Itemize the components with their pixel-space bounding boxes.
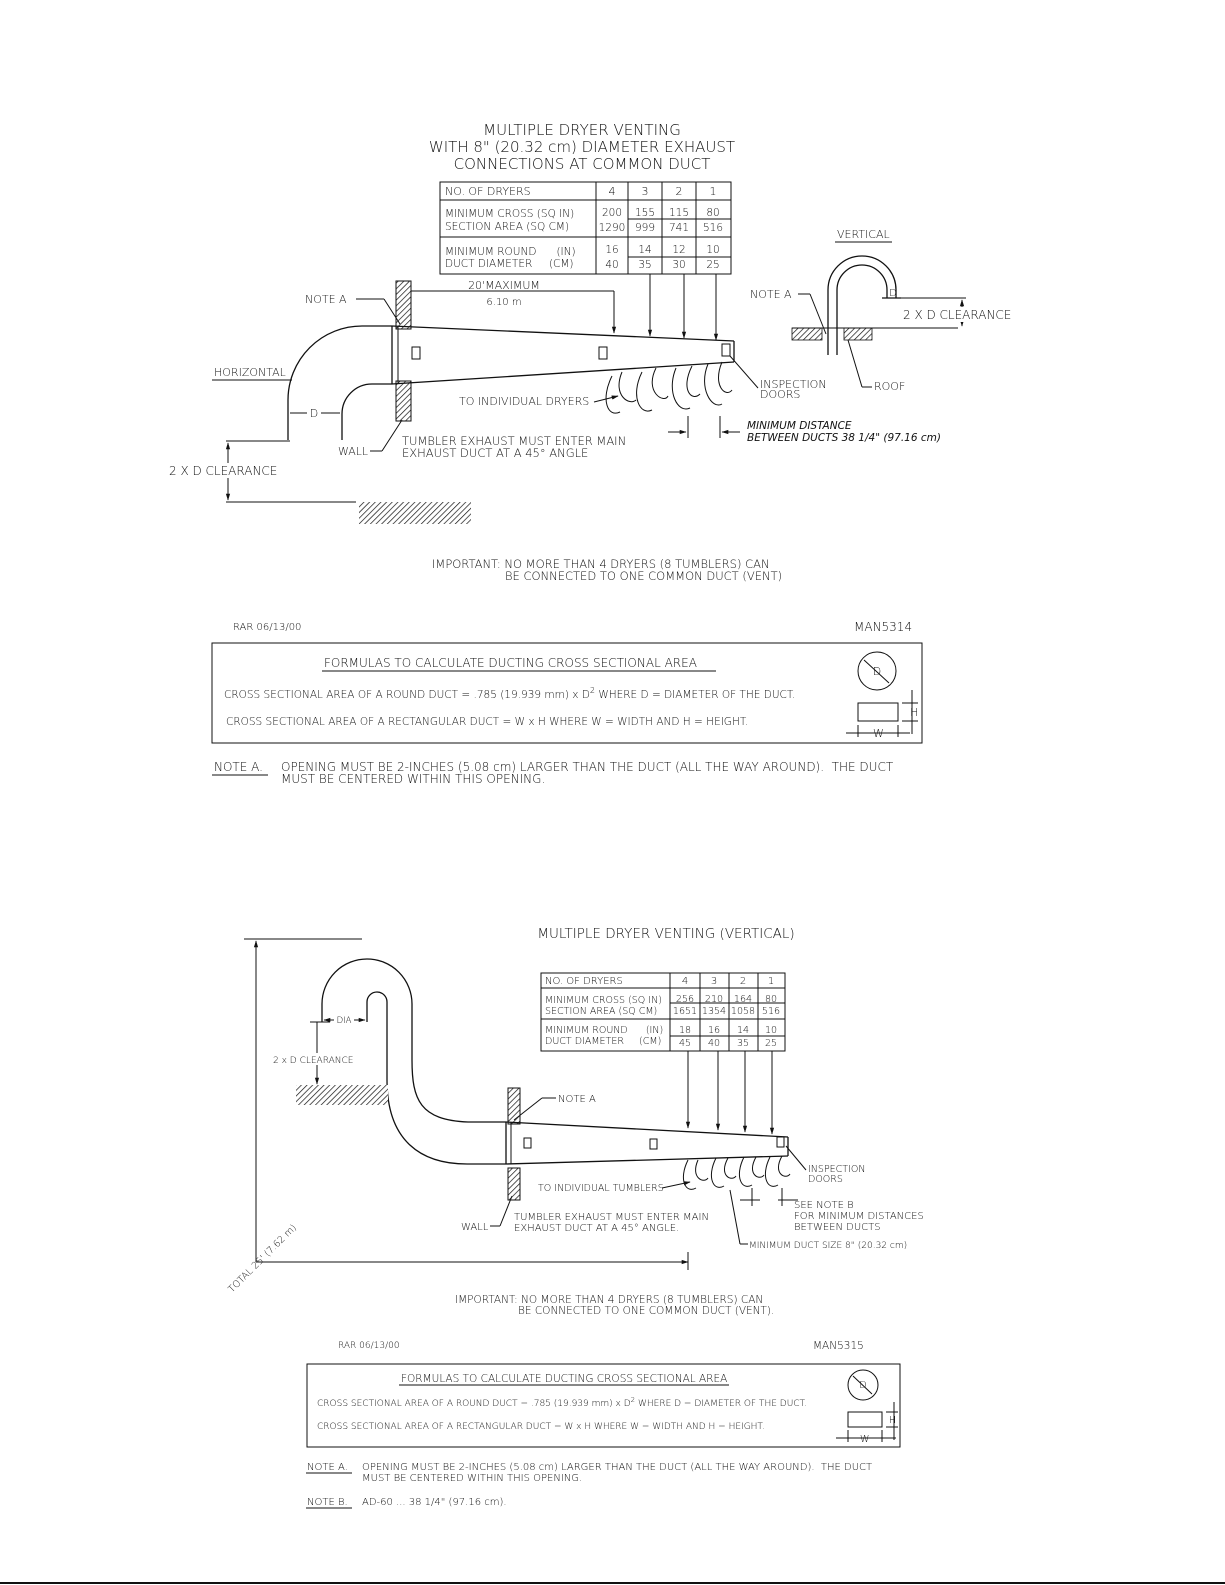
- vertical-clearance-label: 2 X D CLEARANCE: [903, 308, 1012, 322]
- round-cm-1: 25: [706, 259, 720, 271]
- rect-symbol-h-2: H: [889, 1415, 897, 1426]
- cross-in-3: 155: [634, 207, 656, 219]
- table2-cross-in-2: 164: [733, 994, 753, 1005]
- tumbler-note-2b: EXHAUST DUCT AT A 45° ANGLE.: [514, 1223, 680, 1234]
- main-duct-1: [392, 326, 734, 384]
- inspection-leader: [730, 356, 758, 388]
- roof-label: ROOF: [874, 380, 906, 393]
- note-b-heading: NOTE B.: [307, 1497, 348, 1508]
- inspection-door-2c: [777, 1137, 784, 1147]
- round-in-4: 16: [605, 244, 619, 256]
- table2-cross-cm-3: 1354: [701, 1006, 727, 1017]
- inspection-label-2a: INSPECTION: [808, 1164, 866, 1175]
- rect-symbol-w-2: W: [860, 1434, 870, 1445]
- note-b-text: AD-60 ... 38 1/4" (97.16 cm).: [362, 1497, 507, 1508]
- note-a-label-2: NOTE A: [750, 288, 792, 301]
- inspection-label-2: DOORS: [760, 388, 801, 401]
- table2-round-in-2: 14: [736, 1025, 750, 1036]
- table2-header-2: 2: [739, 976, 747, 987]
- important2-line-1: IMPORTANT: NO MORE THAN 4 DRYERS (8 TUMBLERS) CAN: [455, 1294, 764, 1306]
- drawing-number-2: MAN5315: [813, 1340, 864, 1352]
- note-a-heading-1: NOTE A.: [214, 760, 263, 774]
- table2-round-label-2: DUCT DIAMETER (CM): [545, 1036, 662, 1047]
- table-arrows-1: [614, 274, 716, 340]
- inspection-door-1a: [412, 347, 420, 359]
- wall-lower: [396, 381, 411, 421]
- formula-round-2: CROSS SECTIONAL AREA OF A ROUND DUCT = .785 (19.939 mm) x $D^2$ WHERE D = DIAMETER OF THE DUCT.: [317, 1396, 807, 1409]
- formulas-title-1: FORMULAS TO CALCULATE DUCTING CROSS SECTIONAL AREA: [324, 656, 697, 670]
- table2-cross-label-2: SECTION AREA (SQ CM): [545, 1006, 658, 1017]
- table-header-1: 1: [709, 185, 717, 198]
- inspection-door-2a: [524, 1138, 531, 1148]
- table2-round-in-1: 10: [764, 1025, 778, 1036]
- round-symbol-d-1: D: [872, 665, 882, 678]
- round-cm-4: 40: [605, 259, 619, 271]
- note-a-label-3: NOTE A: [558, 1094, 596, 1105]
- see-note-b-1: SEE NOTE B: [794, 1200, 854, 1211]
- table2-cross-cm-2: 1058: [730, 1006, 756, 1017]
- cross-in-1: 80: [706, 207, 720, 219]
- table2-cross-cm-4: 1651: [672, 1006, 698, 1017]
- round-in-3: 14: [638, 244, 652, 256]
- cross-cm-1: 516: [702, 222, 724, 234]
- table2-cross-label-1: MINIMUM CROSS (SQ IN): [545, 995, 662, 1006]
- drawing-number-1: MAN5314: [854, 620, 913, 634]
- rar-label-2: RAR 06/13/00: [338, 1341, 400, 1351]
- dia-label: DIA: [336, 1016, 352, 1026]
- wall-label-2: WALL: [461, 1222, 489, 1233]
- table-header-4: 4: [608, 185, 616, 198]
- inspection-label-2b: DOORS: [808, 1174, 843, 1185]
- cross-label-1: MINIMUM CROSS (SQ IN): [445, 208, 575, 220]
- round-in-2: 12: [672, 244, 686, 256]
- inspection-door-1b: [599, 347, 607, 359]
- table2-round-in-4: 18: [678, 1025, 692, 1036]
- formulas-box-2: [307, 1364, 900, 1447]
- title-line-3: CONNECTIONS AT COMMON DUCT: [453, 155, 711, 173]
- table2-round-cm-4: 45: [678, 1038, 692, 1049]
- wall-label-1: WALL: [338, 445, 369, 458]
- table-header-3: 3: [641, 185, 649, 198]
- table2-round-cm-1: 25: [764, 1038, 778, 1049]
- rect-duct-symbol-1: [858, 703, 898, 721]
- tumbler-note-2a: TUMBLER EXHAUST MUST ENTER MAIN: [514, 1212, 709, 1223]
- cross-cm-2: 741: [668, 222, 690, 234]
- d-label: D: [309, 407, 319, 420]
- important2-line-2: BE CONNECTED TO ONE COMMON DUCT (VENT).: [518, 1305, 775, 1317]
- inspection-label-1: INSPECTION: [760, 378, 827, 391]
- formula-rect-2: CROSS SECTIONAL AREA OF A RECTANGULAR DUCT = W x H WHERE W = WIDTH AND H = HEIGHT.: [317, 1422, 765, 1432]
- formula-rect-1: CROSS SECTIONAL AREA OF A RECTANGULAR DUCT = W x H WHERE W = WIDTH AND H = HEIGHT.: [226, 716, 749, 728]
- total-label: TOTAL 25' (7.62 m): [226, 1222, 299, 1296]
- diagram-2: [226, 926, 923, 1508]
- diagram-1: [168, 121, 1020, 786]
- to-individual-label-2: TO INDIVIDUAL TUMBLERS: [538, 1183, 664, 1194]
- inspection-door-1c: [722, 344, 730, 356]
- rect-duct-symbol-2: [848, 1412, 882, 1427]
- see-note-b-3: BETWEEN DUCTS: [794, 1222, 881, 1233]
- formulas-title-2: FORMULAS TO CALCULATE DUCTING CROSS SECTIONAL AREA: [401, 1373, 728, 1385]
- clearance2-label: 2 x D CLEARANCE: [273, 1056, 354, 1066]
- floor-hatch: [359, 502, 471, 524]
- round-cm-3: 35: [638, 259, 652, 271]
- round-label-1: MINIMUM ROUND (IN): [445, 246, 576, 258]
- max-label: 20'MAXIMUM: [468, 279, 540, 292]
- table2-cross-in-3: 210: [704, 994, 724, 1005]
- tumbler-note-2: EXHAUST DUCT AT A 45° ANGLE: [402, 446, 589, 460]
- vertical-d-label: D: [889, 288, 897, 299]
- vertical-inset: [750, 228, 1020, 393]
- rect-symbol-w-1: W: [873, 727, 884, 740]
- wall2-lower: [508, 1168, 520, 1200]
- min-distance-label-1: MINIMUM DISTANCE: [747, 420, 852, 432]
- wall-leader-1-diag: [382, 420, 402, 451]
- inspection-leader-2: [786, 1146, 806, 1170]
- table2-round-cm-3: 40: [707, 1038, 721, 1049]
- max-metric-label: 6.10 m: [486, 297, 522, 308]
- table2-header-label: NO. OF DRYERS: [545, 976, 623, 987]
- table2-cross-in-1: 80: [764, 994, 778, 1005]
- table2-header-3: 3: [710, 976, 718, 987]
- min-duct-leader: [730, 1190, 740, 1244]
- floor2-hatch: [296, 1085, 388, 1105]
- important-line-2: BE CONNECTED TO ONE COMMON DUCT (VENT): [505, 569, 783, 583]
- duct-size-table-1: [440, 182, 731, 274]
- table2-header-1: 1: [767, 976, 775, 987]
- vertical-label: VERTICAL: [837, 228, 890, 241]
- table2-round-label-1: MINIMUM ROUND (IN): [545, 1025, 664, 1036]
- cross-in-2: 115: [668, 207, 690, 219]
- cross-label-2: SECTION AREA (SQ CM): [445, 221, 570, 233]
- horizontal-elbow: [288, 326, 392, 440]
- cross-cm-3: 999: [634, 222, 656, 234]
- diagram-2-title: MULTIPLE DRYER VENTING (VERTICAL): [537, 926, 795, 942]
- min-duct-label: MINIMUM DUCT SIZE 8" (20.32 cm): [749, 1241, 908, 1251]
- cross-cm-4: 1290: [598, 222, 626, 234]
- table2-round-cm-2: 35: [736, 1038, 750, 1049]
- table-header-label: NO. OF DRYERS: [445, 185, 531, 198]
- horizontal-label: HORIZONTAL: [214, 366, 286, 379]
- table-arrows-2: [688, 1051, 772, 1134]
- main-duct-2: [506, 1122, 788, 1164]
- tumbler-connections-2: [683, 1156, 790, 1189]
- wall2-upper: [508, 1088, 520, 1124]
- important-line-1: IMPORTANT: NO MORE THAN 4 DRYERS (8 TUMBLERS) CAN: [432, 557, 770, 571]
- tumbler-note-1: TUMBLER EXHAUST MUST ENTER MAIN: [402, 434, 627, 448]
- diagram-1-title: [429, 121, 735, 173]
- title-line-2: WITH 8" (20.32 cm) DIAMETER EXHAUST: [428, 138, 736, 156]
- clearance-label: 2 X D CLEARANCE: [169, 464, 278, 478]
- cross-in-4: 200: [601, 207, 623, 219]
- note-a-text-1b: MUST BE CENTERED WITHIN THIS OPENING.: [281, 772, 546, 786]
- table2-cross-in-4: 256: [675, 994, 695, 1005]
- note-a-text-2a: OPENING MUST BE 2-INCHES (5.08 cm) LARGER THAN THE DUCT (ALL THE WAY AROUND). THE DUCT: [362, 1462, 873, 1473]
- title-line-1: MULTIPLE DRYER VENTING: [483, 121, 681, 139]
- round-label-2: DUCT DIAMETER (CM): [445, 258, 574, 270]
- formulas-box-1: [212, 643, 922, 743]
- duct-size-table-2: [541, 973, 785, 1051]
- round-symbol-d-2: D: [859, 1380, 867, 1391]
- note-a-text-1a: OPENING MUST BE 2-INCHES (5.08 cm) LARGER THAN THE DUCT (ALL THE WAY AROUND). THE DUCT: [281, 760, 894, 774]
- note-a-label-1: NOTE A: [305, 293, 347, 306]
- to-individual-label: TO INDIVIDUAL DRYERS: [459, 395, 590, 408]
- table2-header-4: 4: [681, 976, 689, 987]
- round-cm-2: 30: [672, 259, 686, 271]
- rar-label-1: RAR 06/13/00: [233, 622, 302, 633]
- tumbler-connections-1: [606, 362, 732, 413]
- note-a-text-2b: MUST BE CENTERED WITHIN THIS OPENING.: [362, 1473, 583, 1484]
- table2-round-in-3: 16: [707, 1025, 721, 1036]
- inspection-door-2b: [650, 1139, 657, 1149]
- formula-round-1: CROSS SECTIONAL AREA OF A ROUND DUCT = .785 (19.939 mm) x $D^2$ WHERE D = DIAMETER OF THE DUCT.: [224, 686, 796, 701]
- min-distance-label-2: BETWEEN DUCTS 38 1/4" (97.16 cm): [747, 432, 941, 444]
- rect-symbol-h-1: H: [910, 706, 919, 719]
- note-a-heading-2: NOTE A.: [307, 1462, 348, 1473]
- see-note-b-2: FOR MINIMUM DISTANCES: [794, 1211, 924, 1222]
- round-in-1: 10: [706, 244, 720, 256]
- table2-cross-cm-1: 516: [761, 1006, 781, 1017]
- table-header-2: 2: [675, 185, 683, 198]
